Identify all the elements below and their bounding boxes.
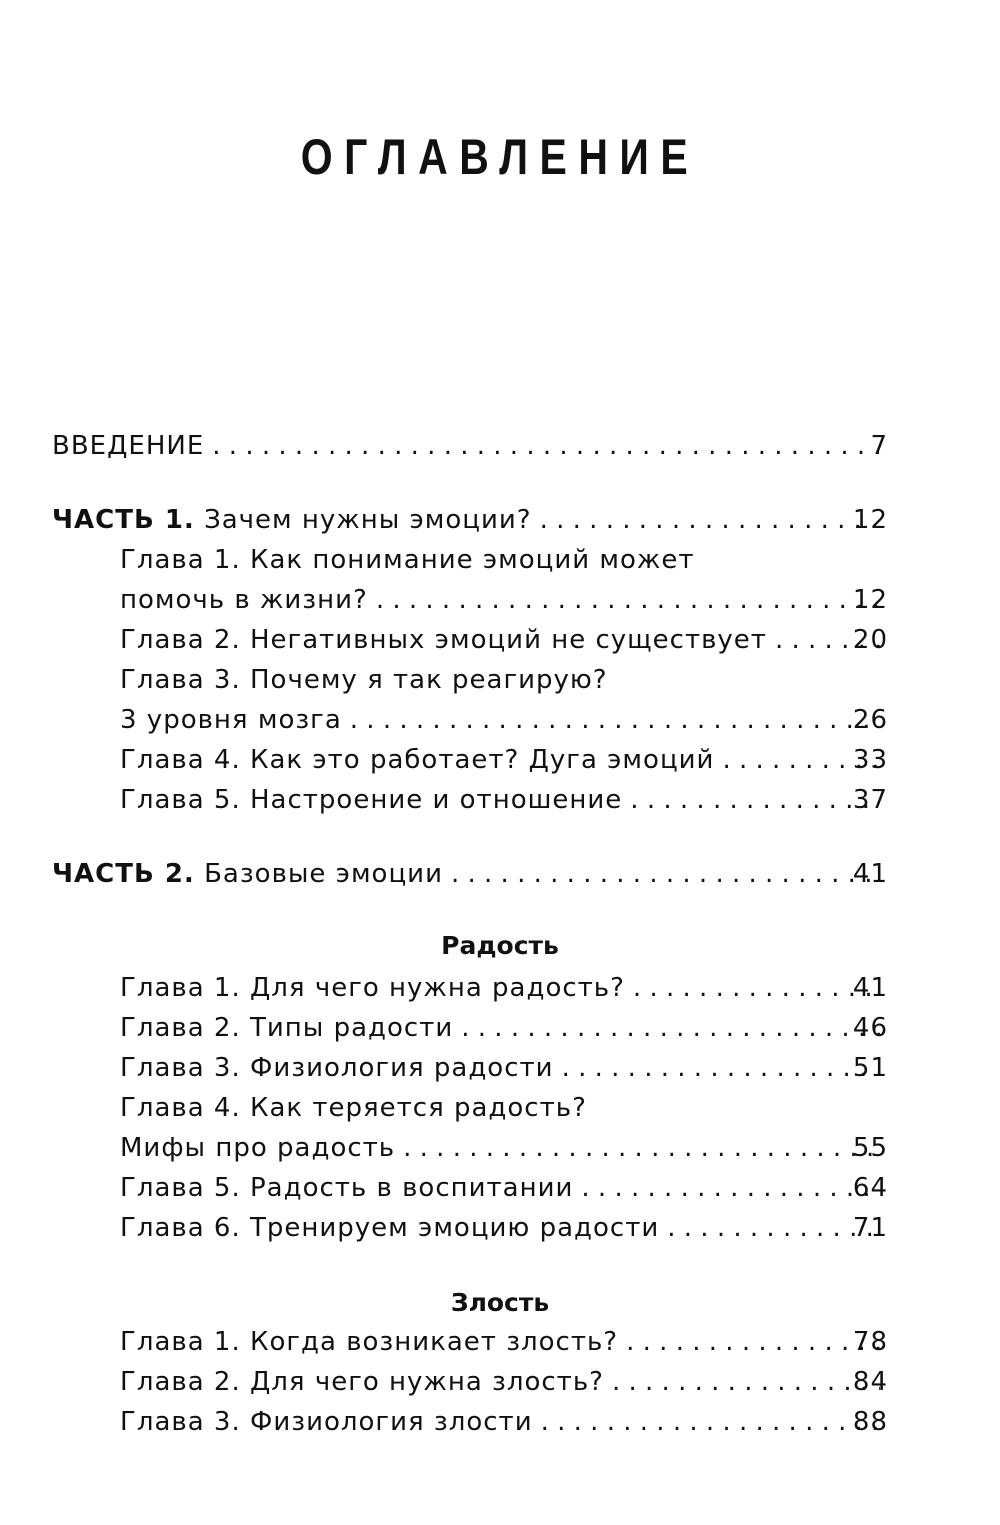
toc-page-number: 20 <box>852 625 888 655</box>
toc-chapter-entry[interactable] <box>0 620 1000 660</box>
toc-chapter-label: Глава 3. Физиология злости <box>120 1407 533 1437</box>
toc-chapter-entry[interactable] <box>0 1008 1000 1048</box>
toc-chapter-entry[interactable] <box>0 968 1000 1008</box>
dot-leader <box>667 1208 880 1248</box>
toc-page-number: 51 <box>852 1053 888 1083</box>
dot-leader <box>461 1008 880 1048</box>
toc-page-number: 88 <box>852 1407 888 1437</box>
toc-chapter-entry[interactable] <box>0 1168 1000 1208</box>
toc-entry-label: ВВЕДЕНИЕ <box>52 431 205 461</box>
dot-leader <box>633 968 880 1008</box>
dot-leader <box>626 1322 880 1362</box>
toc-chapter-label: Глава 2. Для чего нужна злость? <box>120 1367 604 1397</box>
toc-page-number: 41 <box>852 859 888 889</box>
toc-entry-intro[interactable] <box>0 426 1000 466</box>
toc-page-number: 46 <box>852 1013 888 1043</box>
dot-leader <box>630 780 880 820</box>
toc-page-number: 78 <box>852 1327 888 1357</box>
toc-chapter-entry[interactable] <box>0 580 1000 620</box>
toc-page-number: 37 <box>852 785 888 815</box>
toc-chapter-line[interactable] <box>0 660 1000 700</box>
toc-chapter-label: помочь в жизни? <box>120 585 368 615</box>
toc-chapter-label: Глава 5. Радость в воспитании <box>120 1173 574 1203</box>
toc-page-number: 7 <box>870 431 888 461</box>
toc-page-number: 84 <box>852 1367 888 1397</box>
toc-chapter-label: Глава 4. Как это работает? Дуга эмоций <box>120 745 715 775</box>
toc-page-number: 26 <box>852 705 888 735</box>
page-title: ОГЛАВЛЕНИЕ <box>300 129 700 185</box>
toc-chapter-label: 3 уровня мозга <box>120 705 342 735</box>
toc-page-number: 12 <box>852 585 888 615</box>
toc-page-number: 12 <box>852 505 888 535</box>
toc-page-number: 71 <box>852 1213 888 1243</box>
toc-chapter-entry[interactable] <box>0 1402 1000 1442</box>
dot-leader <box>350 700 880 740</box>
toc-chapter-label: Глава 6. Тренируем эмоцию радости <box>120 1213 660 1243</box>
toc-page-number: 33 <box>852 745 888 775</box>
part-prefix: ЧАСТЬ 1. <box>52 505 195 535</box>
toc-chapter-entry[interactable] <box>0 1322 1000 1362</box>
toc-chapter-line[interactable] <box>0 540 1000 580</box>
dot-leader <box>451 854 880 894</box>
toc-chapter-label: Глава 4. Как теряется радость? <box>120 1093 587 1123</box>
toc-page-number: 64 <box>852 1173 888 1203</box>
toc-page-number: 41 <box>852 973 888 1003</box>
toc-chapter-entry[interactable] <box>0 1128 1000 1168</box>
toc-chapter-label: Глава 2. Типы радости <box>120 1013 454 1043</box>
toc-chapter-entry[interactable] <box>0 780 1000 820</box>
toc-chapter-entry[interactable] <box>0 1362 1000 1402</box>
toc-chapter-entry[interactable] <box>0 1048 1000 1088</box>
part-title: Базовые эмоции <box>204 859 443 889</box>
dot-leader <box>562 1048 880 1088</box>
toc-entry-part-2[interactable] <box>0 854 1000 894</box>
dot-leader <box>212 426 880 466</box>
toc-entry-part-1[interactable] <box>0 500 1000 540</box>
toc-chapter-entry[interactable] <box>0 1208 1000 1248</box>
toc-chapter-line[interactable] <box>0 1088 1000 1128</box>
toc-chapter-label: Глава 5. Настроение и отношение <box>120 785 623 815</box>
toc-chapter-label: Глава 1. Как понимание эмоций может <box>120 545 695 575</box>
part-prefix: ЧАСТЬ 2. <box>52 859 195 889</box>
toc-chapter-entry[interactable] <box>0 740 1000 780</box>
section-heading-anger: Злость <box>450 1288 550 1317</box>
section-heading-joy: Радость <box>441 931 559 960</box>
dot-leader <box>376 580 880 620</box>
dot-leader <box>403 1128 880 1168</box>
toc-chapter-label: Глава 2. Негативных эмоций не существует <box>120 625 767 655</box>
dot-leader <box>540 500 880 540</box>
toc-chapter-label: Глава 1. Для чего нужна радость? <box>120 973 625 1003</box>
dot-leader <box>612 1362 880 1402</box>
toc-chapter-label: Мифы про радость <box>120 1133 396 1163</box>
toc-page-number: 55 <box>852 1133 888 1163</box>
dot-leader <box>541 1402 880 1442</box>
toc-chapter-label: Глава 3. Почему я так реагирую? <box>120 665 608 695</box>
toc-chapter-label: Глава 3. Физиология радости <box>120 1053 554 1083</box>
toc-chapter-label: Глава 1. Когда возникает злость? <box>120 1327 619 1357</box>
dot-leader <box>581 1168 880 1208</box>
part-title: Зачем нужны эмоции? <box>204 505 532 535</box>
toc-chapter-entry[interactable] <box>0 700 1000 740</box>
